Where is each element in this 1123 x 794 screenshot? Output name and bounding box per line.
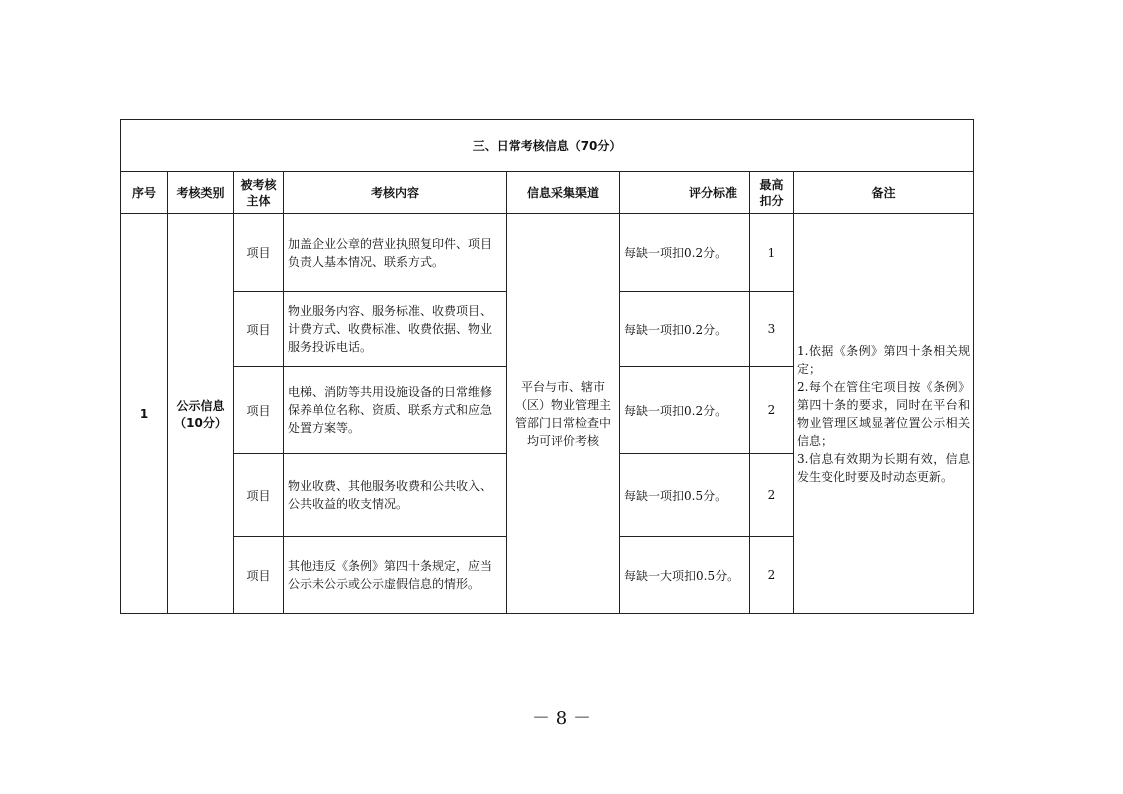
- header-subject-line1: 被考核: [240, 177, 277, 192]
- max-cell: 2: [750, 367, 794, 454]
- max-cell: 2: [750, 537, 794, 614]
- content-cell: 电梯、消防等共用设施设备的日常维修保养单位名称、资质、联系方式和应急处置方案等。: [284, 367, 507, 454]
- max-cell: 3: [750, 292, 794, 367]
- subject-cell: 项目: [234, 292, 284, 367]
- assessment-table: [120, 119, 974, 614]
- remark-line: 2.每个在管住宅项目按《条例》第四十条的要求，同时在平台和物业管理区域显著位置公示相关信息；: [797, 379, 971, 448]
- header-category: 考核类别: [168, 172, 234, 214]
- category-line1: 公示信息: [176, 398, 225, 413]
- content-cell: 物业服务内容、服务标准、收费项目、计费方式、收费标准、收费依据、物业服务投诉电话。: [284, 292, 507, 367]
- header-standard: 评分标准: [620, 172, 750, 214]
- subject-cell: 项目: [234, 214, 284, 292]
- header-row: [121, 172, 974, 214]
- standard-cell: 每缺一项扣0.2分。: [620, 367, 750, 454]
- subject-cell: 项目: [234, 367, 284, 454]
- seq-cell: 1: [121, 214, 168, 614]
- category-line2: （10分）: [174, 415, 227, 430]
- header-subject: [234, 172, 284, 214]
- standard-cell: 每缺一项扣0.2分。: [620, 292, 750, 367]
- header-max-line2: 扣分: [759, 193, 784, 208]
- standard-cell: 每缺一项扣0.5分。: [620, 454, 750, 537]
- table-title: 三、日常考核信息（70分）: [121, 120, 974, 172]
- category-cell: [168, 214, 234, 614]
- channel-cell: 平台与市、辖市（区）物业管理主管部门日常检查中均可评价考核: [507, 214, 620, 614]
- table-row: [121, 214, 974, 292]
- header-content: 考核内容: [284, 172, 507, 214]
- remark-cell: [794, 214, 974, 614]
- subject-cell: 项目: [234, 454, 284, 537]
- content-cell: 其他违反《条例》第四十条规定，应当公示未公示或公示虚假信息的情形。: [284, 537, 507, 614]
- header-max-line1: 最高: [759, 177, 784, 192]
- page-number: － 8 －: [532, 708, 591, 729]
- subject-cell: 项目: [234, 537, 284, 614]
- content-cell: 加盖企业公章的营业执照复印件、项目负责人基本情况、联系方式。: [284, 214, 507, 292]
- remark-line: 3.信息有效期为长期有效，信息发生变化时要及时动态更新。: [797, 451, 971, 484]
- max-cell: 2: [750, 454, 794, 537]
- header-channel: 信息采集渠道: [507, 172, 620, 214]
- header-remark: 备注: [794, 172, 974, 214]
- standard-cell: 每缺一大项扣0.5分。: [620, 537, 750, 614]
- remark-line: 1.依据《条例》第四十条相关规定；: [797, 343, 971, 376]
- header-subject-line2: 主体: [246, 193, 271, 208]
- header-seq: 序号: [121, 172, 168, 214]
- content-cell: 物业收费、其他服务收费和公共收入、公共收益的收支情况。: [284, 454, 507, 537]
- header-max: [750, 172, 794, 214]
- max-cell: 1: [750, 214, 794, 292]
- standard-cell: 每缺一项扣0.2分。: [620, 214, 750, 292]
